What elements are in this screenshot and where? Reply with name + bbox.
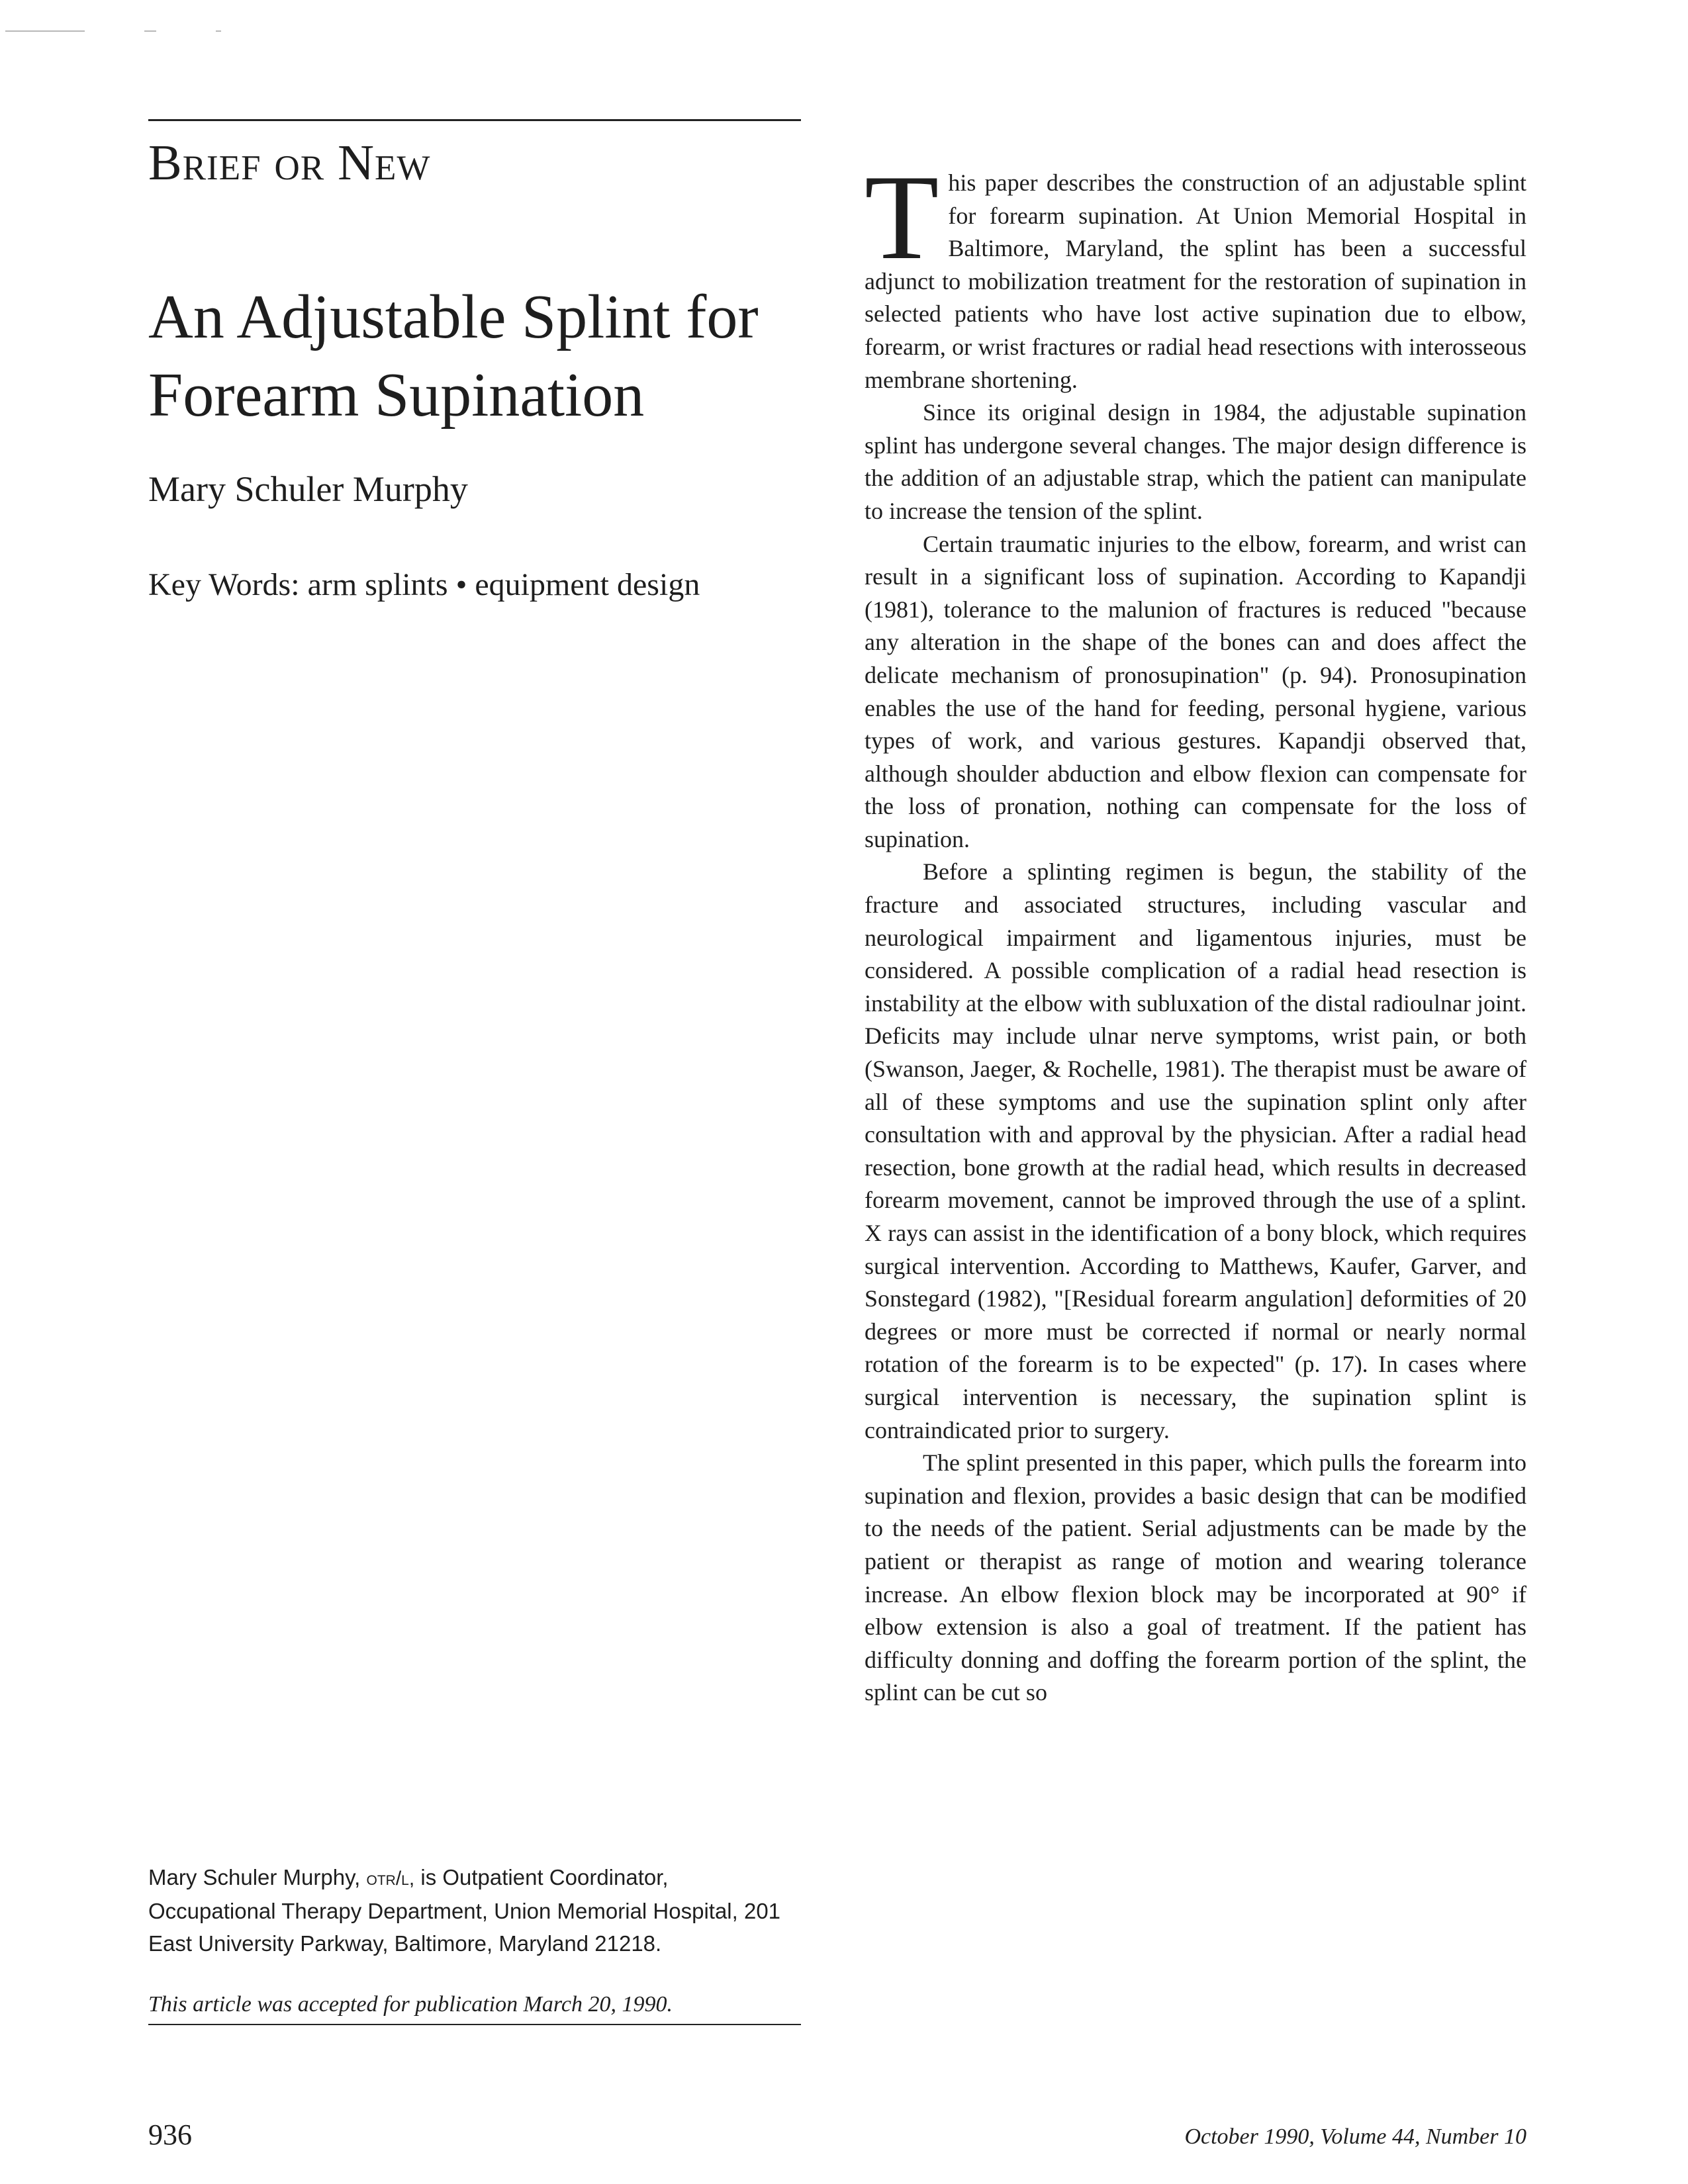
bullet-separator: • — [455, 567, 467, 602]
keywords-label: Key Words: — [148, 567, 300, 602]
header-rule — [148, 119, 801, 121]
drop-cap: T — [865, 150, 939, 285]
affiliation-author-name: Mary Schuler Murphy, — [148, 1865, 361, 1889]
author-credentials: otr/l, — [366, 1868, 415, 1889]
keyword-item: arm splints — [307, 567, 448, 602]
body-paragraph: Before a splinting regimen is begun, the stability of the fracture and associated structures, including vascular and neurological impairment and ligamentous injuries, must be considered. A possible complication of a radial head resection is instability at the elbow with subluxation of the distal radioulnar joint. Deficits may include ulnar nerve symptoms, wrist pain, or both (Swanson, Jaeger, & Rochelle, 1981). The therapist must be aware of all of these symptoms and use the supination splint only after consultation with and approval by the physician. After a radial head resection, bone growth at the radial head, which results in decreased forearm movement, cannot be improved through the use of a splint. X rays can assist in the identification of a bony block, which requires surgical intervention. According to Matthews, Kaufer, Garver, and Sonstegard (1982), "[Residual forearm angulation] deformities of 20 degrees or more must be corrected if normal or nearly normal rotation of the forearm is to be expected" (p. 17). In cases where surgical intervention is necessary, the supination splint is contraindicated prior to surgery. — [865, 858, 1526, 1443]
body-paragraph: The splint presented in this paper, which pulls the forearm into supination and flexion, provides a basic design that can be modified to the needs of the patient. Serial adjustments can be made by the patient or therapist as range of motion and wearing tolerance increase. An elbow flexion block may be incorporated at 90° if elbow extension is also a goal of treatment. If the patient has difficulty donning and doffing the forearm portion of the splint, the splint can be cut so — [865, 1449, 1526, 1706]
article-title: An Adjustable Splint for Forearm Supination — [148, 283, 759, 430]
journal-issue-info: October 1990, Volume 44, Number 10 — [1184, 2124, 1526, 2149]
body-paragraph: Certain traumatic injuries to the elbow, forearm, and wrist can result in a significant loss of supination. According to Kapandji (1981), tolerance to the malunion of fractures is reduced "because any alteration in the shape of the bones can and does affect the delicate mechanism of pronosupination" (p. 94). Pronosupination enables the use of the hand for feeding, personal hygiene, various types of work, and various gestures. Kapandji observed that, although shoulder abduction and elbow flexion can compensate for the loss of pronation, nothing can compensate for the loss of supination. — [865, 530, 1526, 852]
paragraph-text: his paper describes the construction of an adjustable splint for forearm supination. At Union Memorial Hospital in Baltimore, Maryland, the splint has been a successful adjunct to mobilization treatment for the restoration of supination in selected patients who have lost active supination due to elbow, forearm, or wrist fractures or radial head resections with interosseous membrane shortening. — [865, 169, 1526, 393]
keywords-line — [148, 569, 700, 601]
acceptance-note: This article was accepted for publication March 20, 1990. — [148, 1993, 801, 2025]
keyword-item: equipment design — [475, 567, 700, 602]
affiliation-text: is Outpatient Coordinator, Occupational Therapy Department, Union Memorial Hospital, 201 East University Parkway, Baltimore, Maryland 21218. — [148, 1865, 781, 1956]
left-column — [148, 0, 801, 2184]
author-affiliation-note — [148, 1861, 784, 1960]
body-paragraph: Since its original design in 1984, the adjustable supination splint has undergone several changes. The major design difference is the addition of an adjustable strap, which the patient can manipulate to increase the tension of the splint. — [865, 399, 1526, 524]
body-paragraph — [865, 150, 1526, 396]
section-heading: Brief or New — [148, 135, 431, 191]
body-column — [865, 150, 1526, 1709]
author-name: Mary Schuler Murphy — [148, 469, 468, 509]
page-number: 936 — [148, 2118, 192, 2151]
